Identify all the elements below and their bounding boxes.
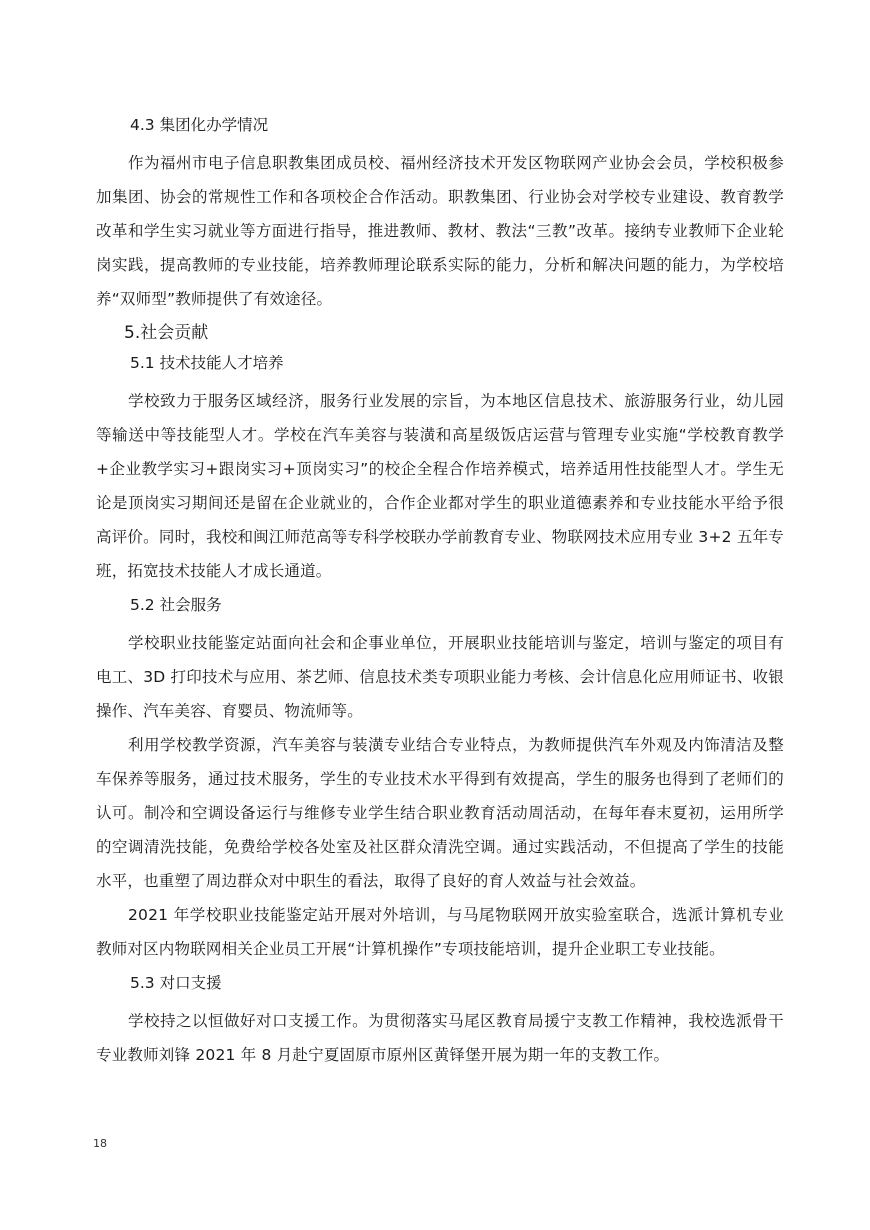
section-heading-5-2: 5.2 社会服务	[130, 596, 222, 614]
paragraph: 利用学校教学资源，汽车美容与装潢专业结合专业特点，为教师提供汽车外观及内饰清洁及整车保养等服务，通过技术服务，学生的专业技术水平得到有效提高，学生的服务也得到了老师们的认可。制冷和空调设备运行与维修专业学生结合职业教育活动周活动，在每年春末夏初，运用所学的空调清洗技能，免费给学校各处室及社区群众清洗空调。通过实践活动，不但提高了学生的技能水平，也重塑了周边群众对中职生的看法，取得了良好的育人效益与社会效益。	[96, 736, 784, 890]
paragraph: 2021 年学校职业技能鉴定站开展对外培训，与马尾物联网开放实验室联合，选派计算机专业教师对区内物联网相关企业员工开展“计算机操作”专项技能培训，提升企业职工专业技能。	[96, 906, 784, 958]
paragraph: 学校职业技能鉴定站面向社会和企事业单位，开展职业技能培训与鉴定，培训与鉴定的项目有电工、3D 打印技术与应用、茶艺师、信息技术类专项职业能力考核、会计信息化应用师证书、收银操作、汽车美容、育婴员、物流师等。	[96, 634, 784, 720]
paragraph: 作为福州市电子信息职教集团成员校、福州经济技术开发区物联网产业协会会员，学校积极参加集团、协会的常规性工作和各项校企合作活动。职教集团、行业协会对学校专业建设、教育教学改革和学生实习就业等方面进行指导，推进教师、教材、教法“三教”改革。接纳专业教师下企业轮岗实践，提高教师的专业技能，培养教师理论联系实际的能力，分析和解决问题的能力，为学校培养“双师型”教师提供了有效途径。	[96, 154, 784, 308]
section-heading-4-3: 4.3 集团化办学情况	[130, 116, 269, 134]
page-content	[96, 110, 784, 1072]
page-number: 18	[93, 1137, 107, 1150]
paragraph: 学校持之以恒做好对口支援工作。为贯彻落实马尾区教育局援宁支教工作精神，我校选派骨干专业教师刘锋 2021 年 8 月赴宁夏固原市原州区黄铎堡开展为期一年的支教工作。	[96, 1012, 784, 1064]
paragraph: 学校致力于服务区域经济，服务行业发展的宗旨，为本地区信息技术、旅游服务行业，幼儿园等输送中等技能型人才。学校在汽车美容与装潢和高星级饭店运营与管理专业实施“学校教育教学+企业教学实习+跟岗实习+顶岗实习”的校企全程合作培养模式，培养适用性技能型人才。学生无论是顶岗实习期间还是留在企业就业的，合作企业都对学生的职业道德素养和专业技能水平给予很高评价。同时，我校和闽江师范高等专科学校联办学前教育专业、物联网技术应用专业 3+2 五年专班，拓宽技术技能人才成长通道。	[96, 392, 784, 580]
section-heading-5: 5.社会贡献	[124, 323, 209, 343]
section-heading-5-1: 5.1 技术技能人才培养	[130, 354, 284, 372]
section-heading-5-3: 5.3 对口支援	[130, 974, 222, 992]
